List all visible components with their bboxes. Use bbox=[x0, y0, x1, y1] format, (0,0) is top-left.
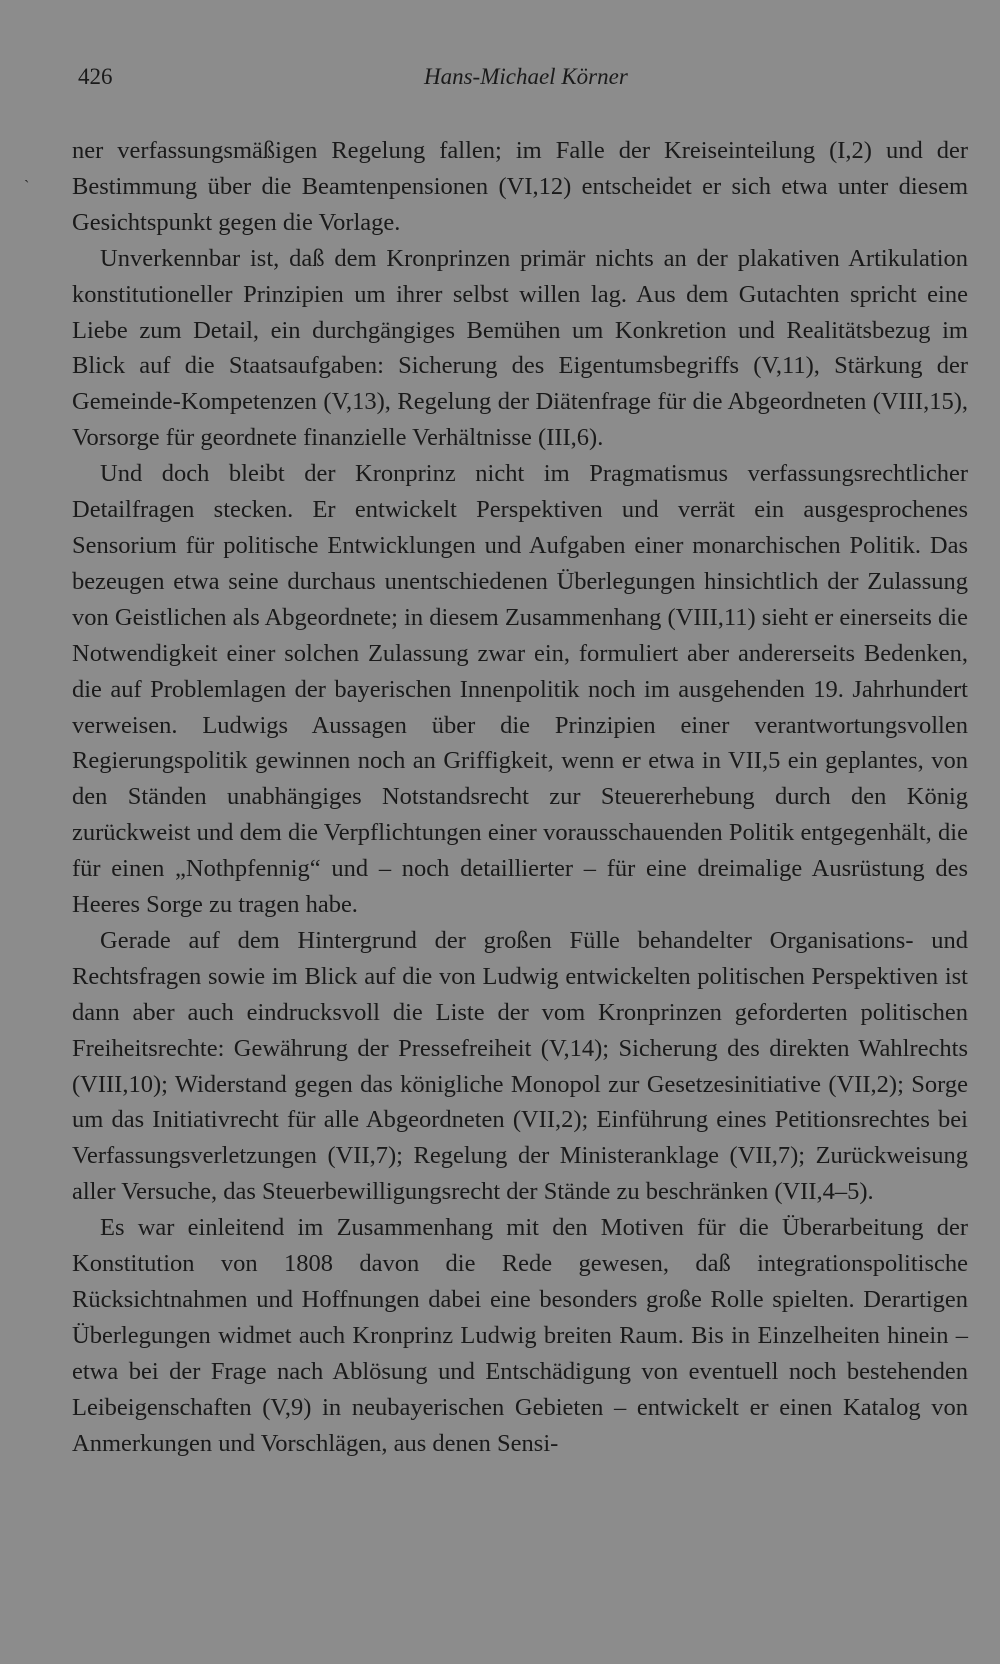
body-text bbox=[72, 133, 968, 1462]
page-header bbox=[78, 64, 948, 98]
page-number: 426 bbox=[78, 64, 113, 89]
paragraph: ner verfassungsmäßigen Regelung fallen; im Falle der Kreiseinteilung (I,2) und der Bestimmung über die Beamtenpensionen (VI,12) entscheidet er sich etwa unter diesem Gesichtspunkt gegen die Vorlage. bbox=[72, 137, 968, 236]
paragraph: Unverkennbar ist, daß dem Kronprinzen primär nichts an der plakativen Artikulation konstitutioneller Prinzipien um ihrer selbst willen lag. Aus dem Gutachten spricht eine Liebe zum Detail, ein durchgängiges Bemühen um Konkretion und Realitätsbezug im Blick auf die Staatsaufgaben: Sicherung des Eigentumsbegriffs (V,11), Stärkung der Gemeinde-Kompetenzen (V,13), Regelung der Diätenfrage für die Abgeordneten (VIII,15), Vorsorge für geordnete finanzielle Verhältnisse (III,6). bbox=[72, 244, 968, 452]
paragraph: Gerade auf dem Hintergrund der großen Fülle behandelter Organisations- und Rechtsfragen sowie im Blick auf die von Ludwig entwickelten politischen Perspektiven ist dann aber auch eindrucksvoll die Liste der vom Kronprinzen geforderten politischen Freiheitsrechte: Gewährung der Pressefreiheit (V,14); Sicherung des direkten Wahlrechts (VIII,10); Widerstand gegen das königliche Monopol zur Gesetzesinitiative (VII,2); Sorge um das Initiativrecht für alle Abgeordneten (VII,2); Einführung eines Petitionsrechtes bei Verfassungsverletzungen (VII,7); Regelung der Ministeranklage (VII,7); Zurückweisung aller Versuche, das Steuerbewilligungsrecht der Stände zu beschränken (VII,4–5). bbox=[72, 926, 968, 1206]
paragraph: Und doch bleibt der Kronprinz nicht im Pragmatismus verfassungsrechtlicher Detailfragen stecken. Er entwickelt Perspektiven und verrät ein ausgesprochenes Sensorium für politische Entwicklungen und Aufgaben einer monarchischen Politik. Das bezeugen etwa seine durchaus unentschiedenen Überlegungen hinsichtlich der Zulassung von Geistlichen als Abgeordnete; in diesem Zusammenhang (VIII,11) sieht er einerseits die Notwendigkeit einer solchen Zulassung zwar ein, formuliert aber andererseits Bedenken, die auf Problemlagen der bayerischen Innenpolitik noch im ausgehenden 19. Jahrhundert verweisen. Ludwigs Aussagen über die Prinzipien einer verantwortungsvollen Regierungspolitik gewinnen noch an Griffigkeit, wenn er etwa in VII,5 ein geplantes, von den Ständen unabhängiges Notstandsrecht zur Steuererhebung durch den König zurückweist und dem die Verpflichtungen einer vorausschauenden Politik entgegenhält, die für einen „Nothpfennig“ und – noch detaillierter – für eine dreimalige Ausrüstung des Heeres Sorge zu tragen habe. bbox=[72, 460, 968, 919]
paragraph: Es war einleitend im Zusammenhang mit den Motiven für die Überarbeitung der Konstitution von 1808 davon die Rede gewesen, daß integrationspolitische Rücksichtnahmen und Hoffnungen dabei eine besonders große Rolle spielten. Derartigen Überlegungen widmet auch Kronprinz Ludwig breiten Raum. Bis in Einzelheiten hinein – etwa bei der Frage nach Ablösung und Entschädigung von eventuell noch bestehenden Leibeigenschaften (V,9) in neubayerischen Gebieten – entwickelt er einen Katalog von Anmerkungen und Vorschlägen, aus denen Sensi- bbox=[72, 1214, 968, 1457]
running-title: Hans-Michael Körner bbox=[424, 64, 628, 89]
margin-mark: ` bbox=[24, 178, 30, 195]
